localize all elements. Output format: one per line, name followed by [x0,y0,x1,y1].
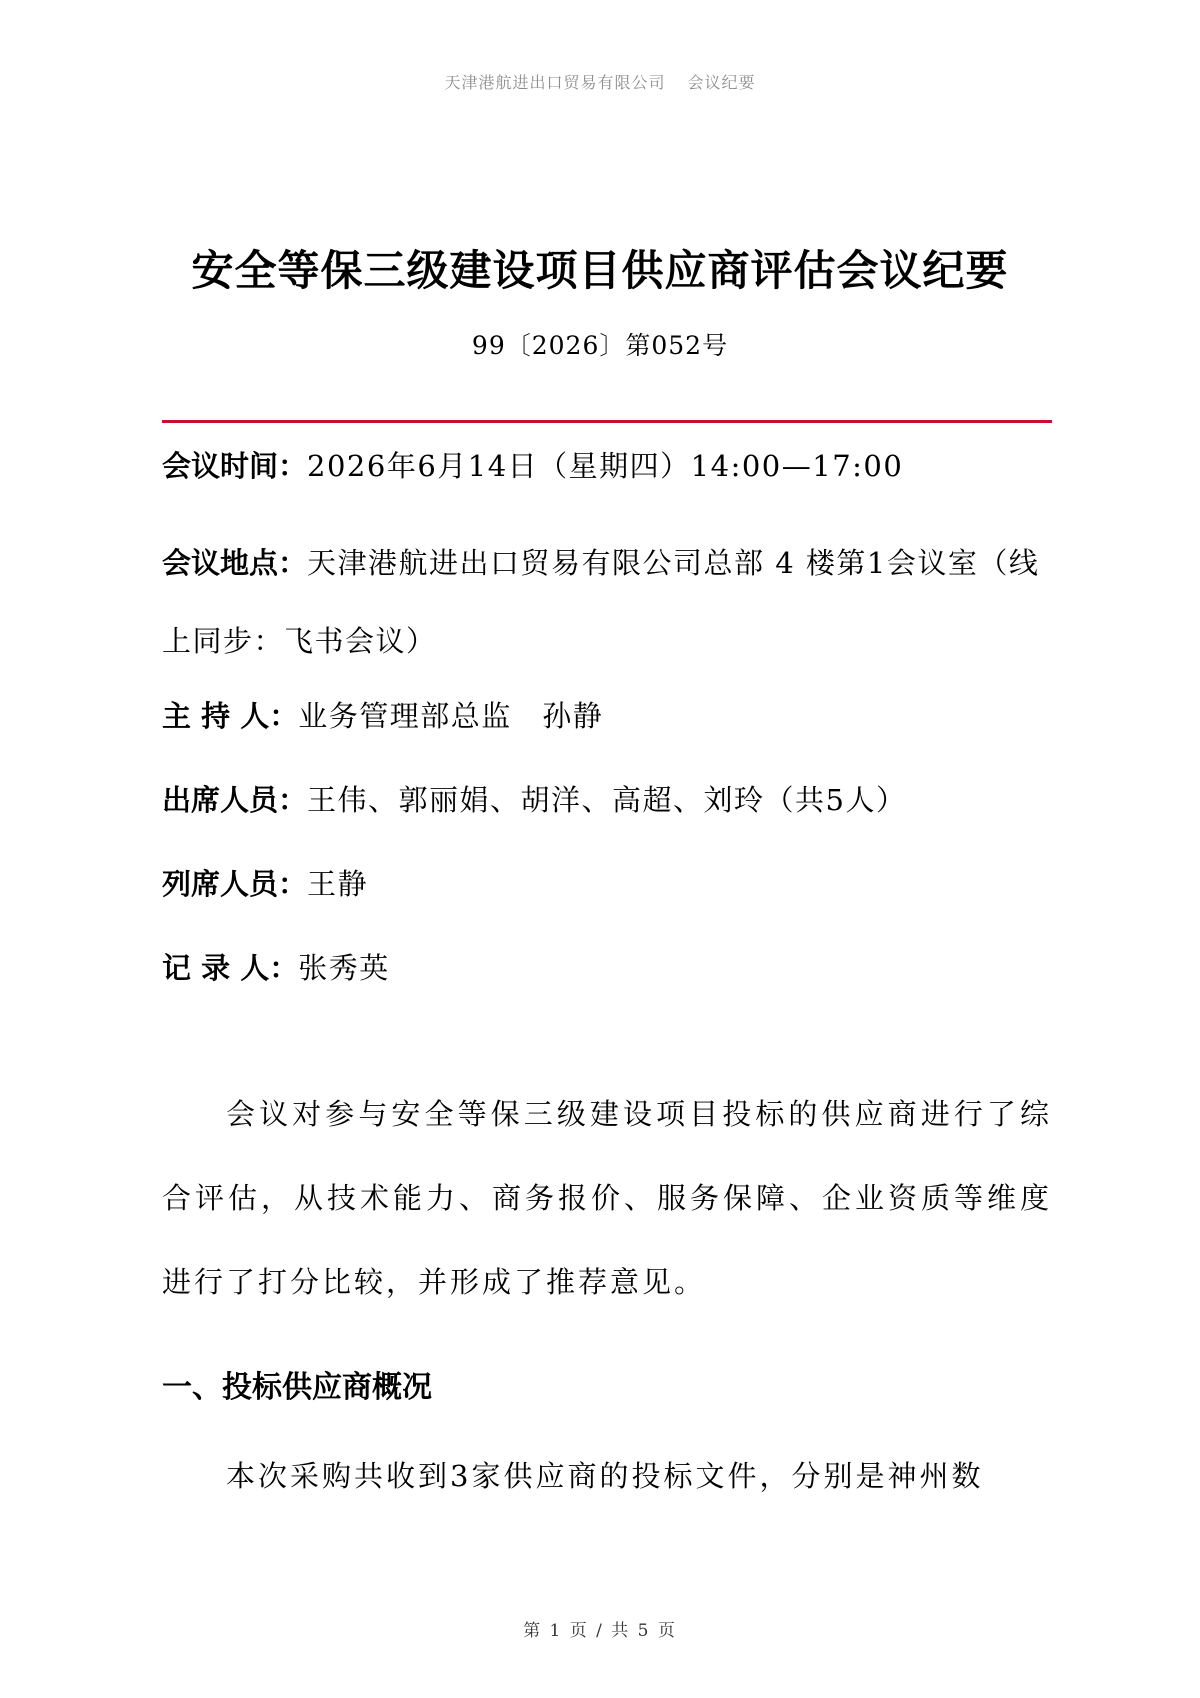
location-label: 会议地点： [162,546,308,580]
document-title: 安全等保三级建设项目供应商评估会议纪要 [191,246,1009,295]
host-value: 业务管理部总监 孙静 [298,699,604,733]
section-1-paragraph: 本次采购共收到3家供应商的投标文件，分别是神州数 [226,1459,984,1493]
red-divider [162,420,1052,423]
info-row-host [162,690,1052,774]
meeting-info [162,440,1052,1026]
page-footer: 第 1 页 / 共 5 页 [523,1621,677,1641]
page-header [0,70,1200,93]
header-doc-type: 会议纪要 [687,73,756,92]
info-row-time [162,440,1052,524]
intro-paragraph: 会议对参与安全等保三级建设项目投标的供应商进行了综合评估，从技术能力、商务报价、服务保障、企业资质等维度进行了打分比较，并形成了推荐意见。 [162,1097,1052,1299]
host-label: 主 持 人： [162,699,299,733]
time-value: 2026年6月14日（星期四）14:00—17:00 [307,449,904,483]
recorder-value: 张秀英 [298,951,390,985]
attendees-value: 王伟、郭丽娟、胡洋、高超、刘玲（共5人） [307,783,907,817]
recorder-label: 记 录 人： [162,951,299,985]
info-row-attendees [162,774,1052,858]
header-company: 天津港航进出口贸易有限公司 [444,73,666,92]
document-number: 99〔2026〕第052号 [471,331,729,360]
location-value: 天津港航进出口贸易有限公司总部 4 楼第1会议室（线上同步：飞书会议） [162,546,1040,658]
observers-label: 列席人员： [162,867,308,901]
time-label: 会议时间： [162,449,308,483]
info-row-recorder [162,942,1052,1026]
observers-value: 王静 [307,867,369,901]
info-row-observers [162,858,1052,942]
section-heading-1: 一、投标供应商概况 [162,1370,432,1405]
attendees-label: 出席人员： [162,783,308,817]
info-row-location [162,524,1052,680]
